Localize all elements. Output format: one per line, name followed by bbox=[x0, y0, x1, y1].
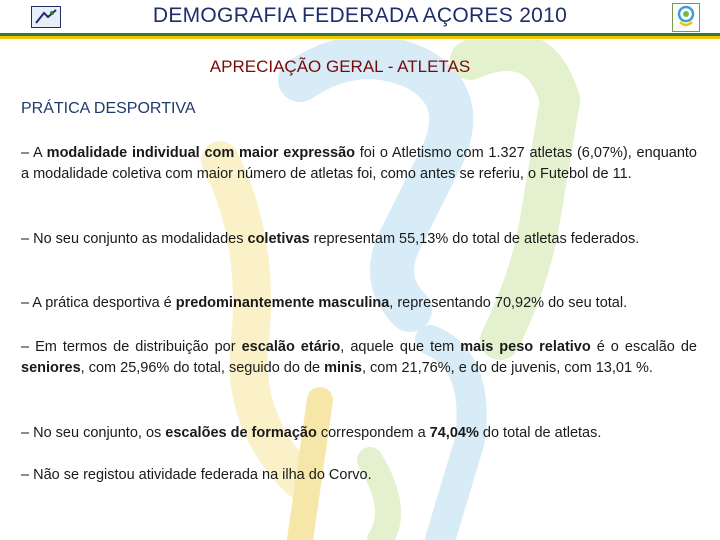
paragraph-text: representam 55,13% do total de atletas federados. bbox=[309, 231, 640, 247]
paragraph-individual-modality bbox=[21, 143, 697, 185]
header-divider-yellow bbox=[0, 36, 720, 39]
paragraph-text: foi o Atletismo com 1.327 atletas (6,07%), enquanto a modalidade coletiva com maior número de atletas foi, como antes se referiu, o Futebol de 11. bbox=[21, 145, 697, 182]
header-bar bbox=[0, 0, 720, 36]
paragraph-text: – A bbox=[21, 145, 47, 161]
emphasis-text: seniores bbox=[21, 360, 81, 376]
paragraph-text: – No seu conjunto, os bbox=[21, 425, 166, 441]
paragraph-text: é o escalão de bbox=[590, 339, 697, 355]
paragraph-text: – A prática desportiva é bbox=[21, 295, 176, 311]
paragraph-text: , representando 70,92% do seu total. bbox=[389, 295, 628, 311]
games-logo-icon bbox=[672, 3, 700, 32]
emphasis-text: modalidade individual com maior expressão bbox=[46, 145, 356, 161]
emphasis-text: escalões de formação bbox=[165, 425, 317, 441]
emphasis-text: mais peso relativo bbox=[460, 339, 591, 355]
paragraph-gender bbox=[21, 293, 697, 314]
paragraph-text: , com 21,76%, e do de juvenis, com 13,01 %. bbox=[361, 360, 653, 376]
paragraph-collective-modalities bbox=[21, 229, 697, 250]
slide-title: APRECIAÇÃO GERAL - ATLETAS bbox=[209, 57, 471, 76]
emphasis-text: escalão etário bbox=[241, 339, 341, 355]
emphasis-text: 74,04% bbox=[429, 425, 479, 441]
emphasis-text: coletivas bbox=[247, 231, 310, 247]
paragraph-formation-groups bbox=[21, 423, 697, 444]
paragraph-text: correspondem a bbox=[316, 425, 430, 441]
paragraph-text: , aquele que tem bbox=[340, 339, 461, 355]
emphasis-text: minis bbox=[324, 360, 362, 376]
paragraph-corvo-island bbox=[21, 465, 697, 486]
paragraph-age-groups bbox=[21, 337, 697, 379]
paragraph-text: , com 25,96% do total, seguido do de bbox=[80, 360, 325, 376]
emphasis-text: predominantemente masculina bbox=[175, 295, 390, 311]
paragraph-text: – Em termos de distribuição por bbox=[21, 339, 242, 355]
paragraph-text: – No seu conjunto as modalidades bbox=[21, 231, 248, 247]
paragraph-text: do total de atletas. bbox=[478, 425, 602, 441]
header-title: DEMOGRAFIA FEDERADA AÇORES 2010 bbox=[152, 4, 568, 27]
paragraph-text: – Não se registou atividade federada na ilha do Corvo. bbox=[21, 467, 372, 483]
section-heading: PRÁTICA DESPORTIVA bbox=[21, 100, 196, 117]
